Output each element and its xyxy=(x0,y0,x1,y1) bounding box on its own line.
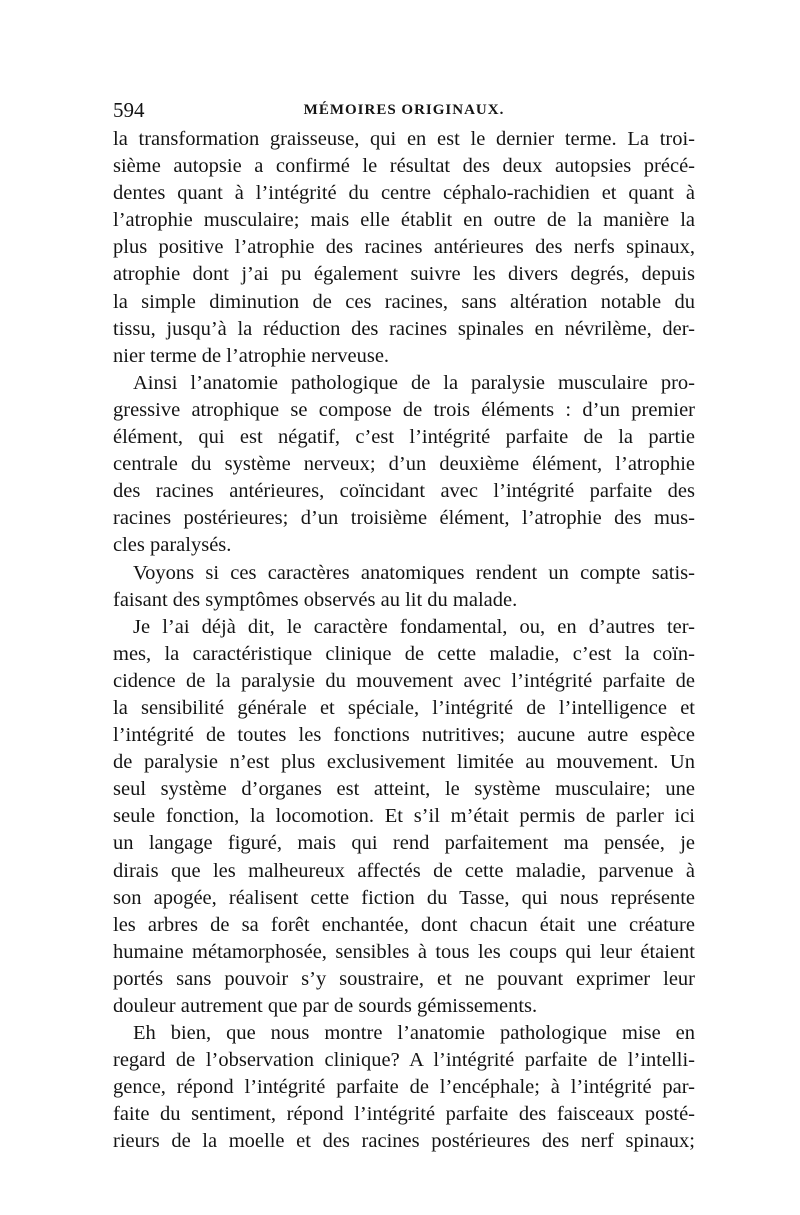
running-head xyxy=(113,95,695,125)
text-line: faisant des symptômes observés au lit du malade. xyxy=(113,588,518,611)
page-number: 594 xyxy=(113,98,145,122)
text-line: cidence de la paralysie du mouvement avec l’intégrité parfaite de xyxy=(113,669,695,692)
text-line: dirais que les malheureux affectés de cette maladie, parvenue à xyxy=(113,859,695,882)
text-line: plus positive l’atrophie des racines antérieures des nerfs spinaux, xyxy=(113,236,695,259)
text-line: des racines antérieures, coïncidant avec l’intégrité parfaite des xyxy=(113,480,695,503)
text-line: racines postérieures; d’un troisième élément, l’atrophie des mus- xyxy=(113,507,695,530)
text-line: Voyons si ces caractères anatomiques rendent un compte satis- xyxy=(133,561,695,584)
text-line: seule fonction, la locomotion. Et s’il m’était permis de parler ici xyxy=(113,805,695,828)
text-line: humaine métamorphosée, sensibles à tous les coups qui leur étaient xyxy=(113,940,695,963)
text-line: gressive atrophique se compose de trois éléments : d’un premier xyxy=(113,398,695,421)
body-text xyxy=(113,126,695,1156)
text-line: Je l’ai déjà dit, le caractère fondamental, ou, en d’autres ter- xyxy=(133,615,695,638)
text-line: dentes quant à l’intégrité du centre céphalo-rachidien et quant à xyxy=(113,182,695,205)
text-line: cles paralysés. xyxy=(113,534,232,557)
text-line: l’intégrité de toutes les fonctions nutritives; aucune autre espèce xyxy=(113,724,695,747)
running-title: MÉMOIRES ORIGINAUX. xyxy=(303,102,505,118)
text-line: tissu, jusqu’à la réduction des racines spinales en névrilème, der- xyxy=(113,317,695,340)
text-line: de paralysie n’est plus exclusivement limitée au mouvement. Un xyxy=(113,751,695,774)
text-line: la simple diminution de ces racines, sans altération notable du xyxy=(113,290,695,313)
text-line: son apogée, réalisent cette fiction du Tasse, qui nous représente xyxy=(113,886,695,909)
text-line: seul système d’organes est atteint, le système musculaire; une xyxy=(113,778,695,801)
text-line: élément, qui est négatif, c’est l’intégrité parfaite de la partie xyxy=(113,426,695,449)
text-line: faite du sentiment, répond l’intégrité parfaite des faisceaux posté- xyxy=(113,1103,695,1126)
text-line: douleur autrement que par de sourds gémissements. xyxy=(113,995,538,1017)
text-line: centrale du système nerveux; d’un deuxième élément, l’atrophie xyxy=(113,453,695,476)
text-line: gence, répond l’intégrité parfaite de l’encéphale; à l’intégrité par- xyxy=(113,1076,695,1099)
text-line: l’atrophie musculaire; mais elle établit en outre de la manière la xyxy=(113,209,695,232)
text-line: la sensibilité générale et spéciale, l’intégrité de l’intelligence et xyxy=(113,696,695,719)
text-line: Eh bien, que nous montre l’anatomie pathologique mise en xyxy=(133,1022,695,1045)
text-line: Ainsi l’anatomie pathologique de la paralysie musculaire pro- xyxy=(133,371,695,394)
text-line: les arbres de sa forêt enchantée, dont chacun était une créature xyxy=(113,913,695,936)
text-line: regard de l’observation clinique? A l’intégrité parfaite de l’intelli- xyxy=(113,1049,695,1072)
text-line: la transformation graisseuse, qui en est le dernier terme. La troi- xyxy=(113,128,695,150)
text-line: rieurs de la moelle et des racines postérieures des nerf spinaux; xyxy=(113,1130,695,1153)
text-line: sième autopsie a confirmé le résultat des deux autopsies précé- xyxy=(113,155,695,178)
text-line: portés sans pouvoir s’y soustraire, et ne pouvant exprimer leur xyxy=(113,967,695,990)
text-line: un langage figuré, mais qui rend parfaitement ma pensée, je xyxy=(113,832,695,855)
text-line: nier terme de l’atrophie nerveuse. xyxy=(113,344,390,367)
text-line: mes, la caractéristique clinique de cette maladie, c’est la coïn- xyxy=(113,642,695,665)
text-line: atrophie dont j’ai pu également suivre les divers degrés, depuis xyxy=(113,263,695,286)
